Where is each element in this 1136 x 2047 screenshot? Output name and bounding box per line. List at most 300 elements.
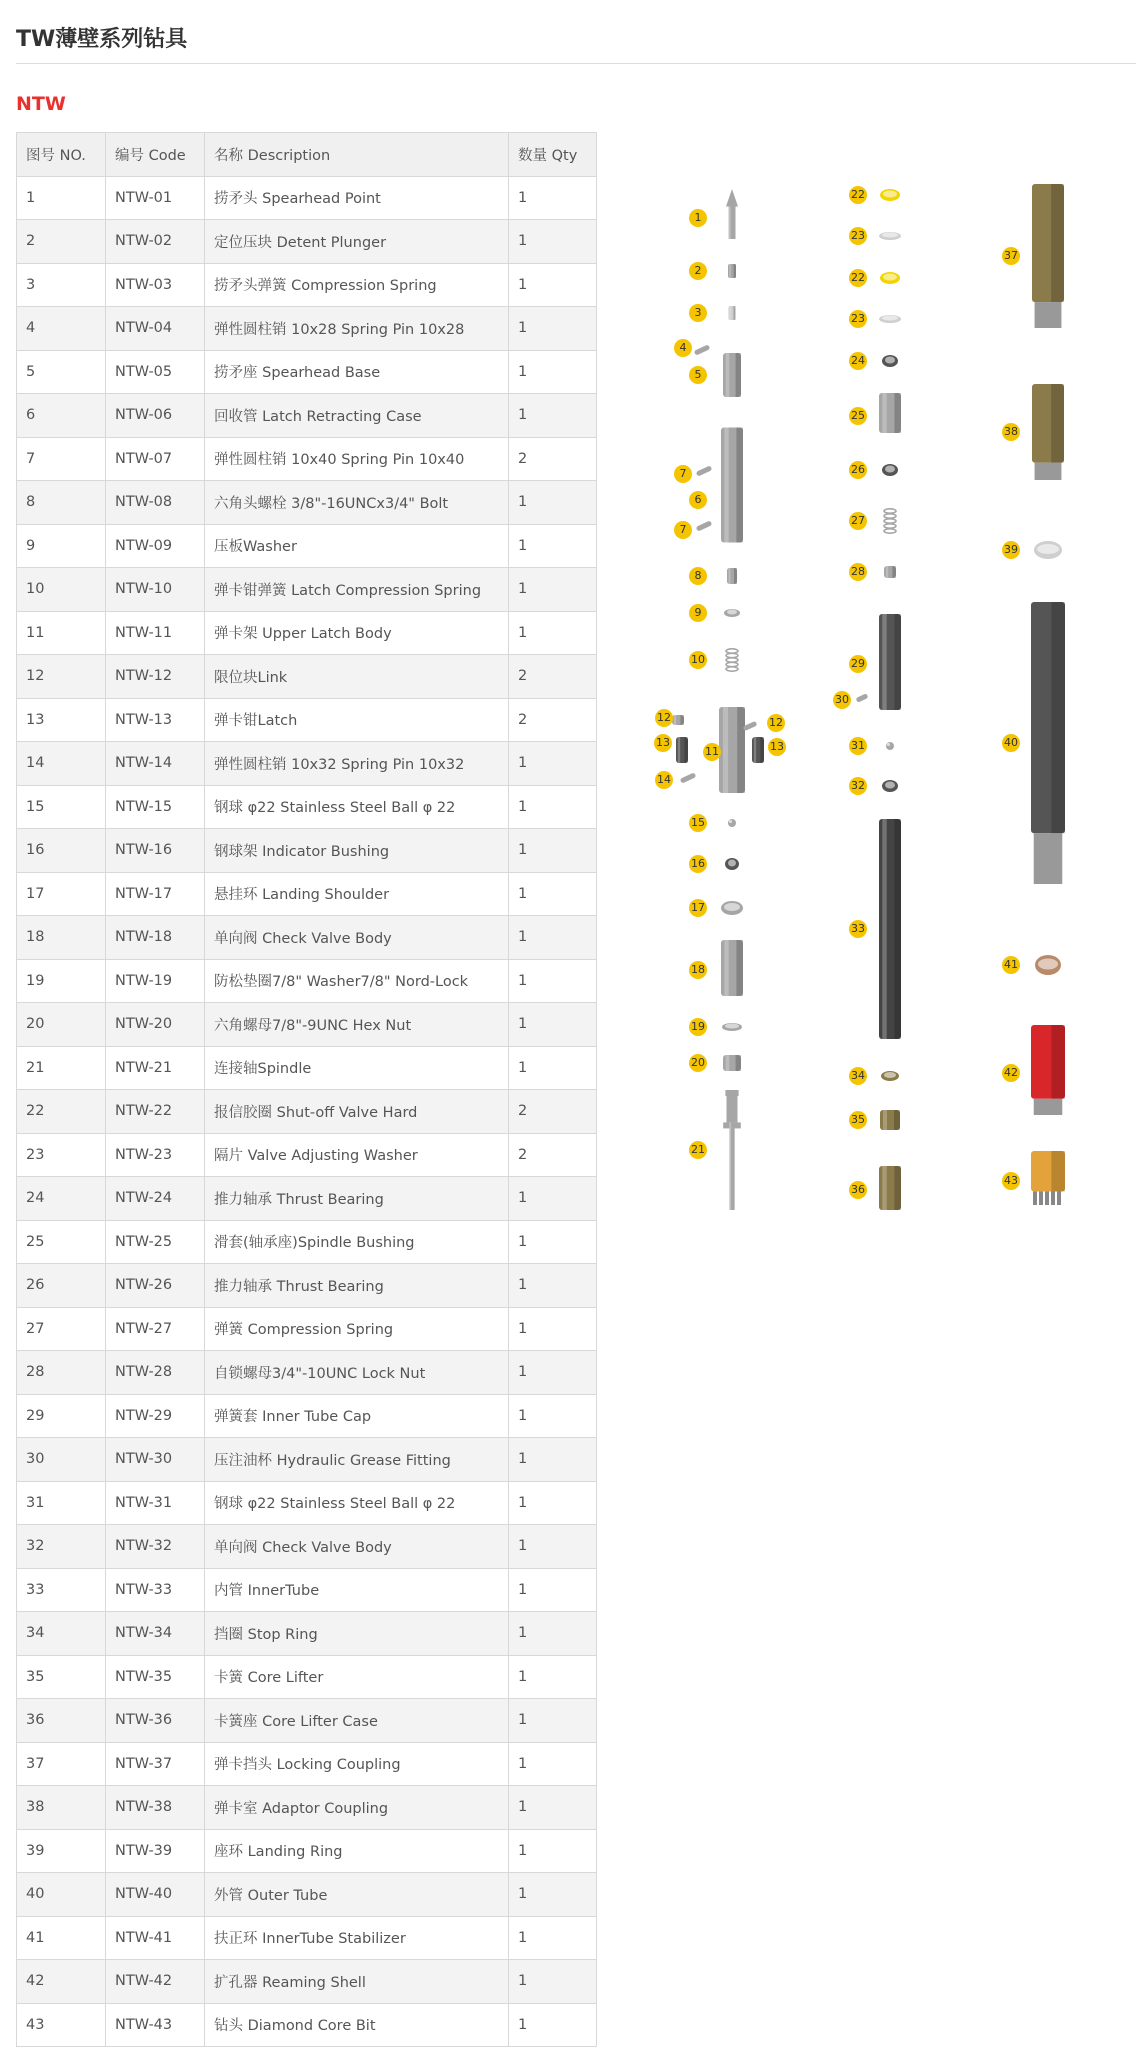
cell-no: 15 [17,785,106,829]
callout-17: 17 [689,899,707,917]
thrust-bearing-24 [881,354,899,368]
cell-code: NTW-16 [106,829,205,873]
cell-no: 40 [17,1873,106,1917]
cell-description: 定位压块 Detent Plunger [205,220,509,264]
cell-code: NTW-15 [106,785,205,829]
callout-15: 15 [689,814,707,832]
cell-description: 弹卡室 Adaptor Coupling [205,1786,509,1830]
cell-qty: 1 [509,872,597,916]
table-row [17,1568,597,1612]
cell-qty: 1 [509,394,597,438]
cell-qty: 1 [509,1699,597,1743]
cell-no: 12 [17,655,106,699]
callout-3: 3 [689,304,707,322]
cell-qty: 1 [509,959,597,1003]
compression-spring-small [729,306,736,320]
link-12b [743,721,757,731]
table-row [17,1351,597,1395]
cell-qty: 1 [509,785,597,829]
cell-code: NTW-08 [106,481,205,525]
table-row [17,350,597,394]
cell-description: 外管 Outer Tube [205,1873,509,1917]
cell-qty: 1 [509,1307,597,1351]
callout-7: 7 [674,521,692,539]
cell-code: NTW-38 [106,1786,205,1830]
callout-43: 43 [1002,1172,1020,1190]
latch-13a [676,737,688,763]
callout-41: 41 [1002,956,1020,974]
cell-no: 41 [17,1916,106,1960]
cell-description: 悬挂环 Landing Shoulder [205,872,509,916]
cell-code: NTW-10 [106,568,205,612]
callout-18: 18 [689,961,707,979]
cell-qty: 1 [509,1742,597,1786]
callout-16: 16 [689,855,707,873]
check-valve-body-32 [881,779,899,793]
callout-20: 20 [689,1054,707,1072]
cell-code: NTW-01 [106,176,205,220]
cell-no: 33 [17,1568,106,1612]
cell-no: 42 [17,1960,106,2004]
cell-no: 29 [17,1394,106,1438]
cell-qty: 2 [509,655,597,699]
cell-description: 捞矛座 Spearhead Base [205,350,509,394]
callout-32: 32 [849,777,867,795]
cell-description: 防松垫圈7/8" Washer7/8" Nord-Lock [205,959,509,1003]
cell-no: 38 [17,1786,106,1830]
cell-no: 7 [17,437,106,481]
table-header-row [17,133,597,177]
adjusting-washer-23b [878,314,902,324]
cell-description: 弹卡钳弹簧 Latch Compression Spring [205,568,509,612]
callout-14: 14 [655,771,673,789]
table-row [17,568,597,612]
table-row [17,394,597,438]
cell-no: 34 [17,1612,106,1656]
callout-10: 10 [689,651,707,669]
cell-code: NTW-30 [106,1438,205,1482]
cell-description: 弹性圆柱销 10x40 Spring Pin 10x40 [205,437,509,481]
cell-qty: 1 [509,1612,597,1656]
table-row [17,1090,597,1134]
table-row [17,1133,597,1177]
cell-no: 27 [17,1307,106,1351]
cell-description: 捞矛头 Spearhead Point [205,176,509,220]
callout-34: 34 [849,1067,867,1085]
cell-description: 内管 InnerTube [205,1568,509,1612]
cell-no: 18 [17,916,106,960]
cell-description: 压板Washer [205,524,509,568]
callout-5: 5 [689,366,707,384]
cell-no: 6 [17,394,106,438]
callout-37: 37 [1002,247,1020,265]
cell-description: 钢球 φ22 Stainless Steel Ball φ 22 [205,1481,509,1525]
table-row [17,1003,597,1047]
cell-no: 26 [17,1264,106,1308]
inner-tube-cap-29 [879,614,901,710]
callout-1: 1 [689,209,707,227]
inner-tube-33 [879,819,901,1039]
cell-qty: 1 [509,1786,597,1830]
cell-code: NTW-29 [106,1394,205,1438]
check-valve-body-18 [721,940,743,996]
cell-description: 隔片 Valve Adjusting Washer [205,1133,509,1177]
table-row [17,1655,597,1699]
cell-code: NTW-09 [106,524,205,568]
header-no: 图号 NO. [17,133,106,177]
cell-code: NTW-02 [106,220,205,264]
table-row [17,220,597,264]
table-row [17,916,597,960]
cell-no: 28 [17,1351,106,1395]
spring-pin-4 [694,345,710,355]
cell-description: 钢球 φ22 Stainless Steel Ball φ 22 [205,785,509,829]
cell-qty: 1 [509,220,597,264]
cell-no: 13 [17,698,106,742]
table-row [17,698,597,742]
cell-no: 20 [17,1003,106,1047]
table-row [17,2003,597,2047]
cell-no: 39 [17,1829,106,1873]
cell-no: 5 [17,350,106,394]
callout-12: 12 [655,709,673,727]
callout-4: 4 [674,339,692,357]
cell-qty: 1 [509,350,597,394]
callout-22: 22 [849,186,867,204]
cell-qty: 1 [509,742,597,786]
cell-no: 30 [17,1438,106,1482]
table-row [17,742,597,786]
cell-qty: 1 [509,1960,597,2004]
cell-code: NTW-28 [106,1351,205,1395]
shutoff-ring-22b [879,271,901,285]
cell-code: NTW-20 [106,1003,205,1047]
cell-description: 六角螺母7/8"-9UNC Hex Nut [205,1003,509,1047]
table-row [17,1612,597,1656]
callout-28: 28 [849,563,867,581]
cell-qty: 1 [509,829,597,873]
callout-40: 40 [1002,734,1020,752]
cell-code: NTW-35 [106,1655,205,1699]
callout-7: 7 [674,465,692,483]
callout-11: 11 [703,743,721,761]
cell-code: NTW-23 [106,1133,205,1177]
callout-6: 6 [689,491,707,509]
callout-30: 30 [833,691,851,709]
table-row [17,1307,597,1351]
cell-no: 9 [17,524,106,568]
cell-no: 21 [17,1046,106,1090]
cell-no: 16 [17,829,106,873]
callout-13: 13 [654,734,672,752]
compression-spring-27 [883,508,897,534]
link-12a [672,715,684,725]
cell-qty: 1 [509,1481,597,1525]
cell-description: 弹簧套 Inner Tube Cap [205,1394,509,1438]
cell-no: 8 [17,481,106,525]
spindle-bushing-25 [879,393,901,433]
cell-qty: 1 [509,1568,597,1612]
cell-no: 4 [17,307,106,351]
cell-code: NTW-17 [106,872,205,916]
cell-code: NTW-11 [106,611,205,655]
cell-code: NTW-36 [106,1699,205,1743]
callout-9: 9 [689,604,707,622]
cell-qty: 1 [509,2003,597,2047]
callout-39: 39 [1002,541,1020,559]
hex-nut-20 [723,1055,741,1071]
table-row [17,1264,597,1308]
cell-qty: 1 [509,1046,597,1090]
cell-no: 22 [17,1090,106,1134]
cell-description: 自锁螺母3/4"-10UNC Lock Nut [205,1351,509,1395]
washer-19 [721,1022,743,1032]
table-row [17,1525,597,1569]
cell-code: NTW-19 [106,959,205,1003]
cell-description: 挡圈 Stop Ring [205,1612,509,1656]
cell-no: 11 [17,611,106,655]
cell-description: 弹性圆柱销 10x32 Spring Pin 10x32 [205,742,509,786]
spearhead-base [723,353,741,397]
lock-nut-28 [884,566,896,578]
cell-description: 弹性圆柱销 10x28 Spring Pin 10x28 [205,307,509,351]
callout-27: 27 [849,512,867,530]
latch-retracting-case [721,428,743,543]
cell-qty: 1 [509,1829,597,1873]
spring-pin-7b [696,520,712,532]
outer-tube-40 [1031,602,1065,884]
table-row [17,829,597,873]
spearhead-point [725,189,739,239]
latch-spring-10 [725,648,739,672]
header-code: 编号 Code [106,133,205,177]
grease-fitting-30 [856,693,868,703]
cell-code: NTW-18 [106,916,205,960]
callout-26: 26 [849,461,867,479]
cell-code: NTW-21 [106,1046,205,1090]
cell-qty: 1 [509,1655,597,1699]
callout-31: 31 [849,737,867,755]
cell-qty: 1 [509,524,597,568]
cell-code: NTW-27 [106,1307,205,1351]
diamond-core-bit-43 [1031,1151,1065,1205]
cell-code: NTW-37 [106,1742,205,1786]
callout-12: 12 [767,714,785,732]
table-row [17,611,597,655]
landing-ring-39 [1033,540,1063,560]
cell-code: NTW-06 [106,394,205,438]
callout-24: 24 [849,352,867,370]
cell-no: 19 [17,959,106,1003]
upper-latch-body-11 [719,707,745,793]
cell-description: 回收管 Latch Retracting Case [205,394,509,438]
table-row [17,1220,597,1264]
cell-description: 推力轴承 Thrust Bearing [205,1264,509,1308]
cell-code: NTW-43 [106,2003,205,2047]
cell-description: 单向阀 Check Valve Body [205,1525,509,1569]
cell-qty: 1 [509,263,597,307]
cell-code: NTW-03 [106,263,205,307]
cell-description: 单向阀 Check Valve Body [205,916,509,960]
cell-qty: 1 [509,481,597,525]
cell-qty: 2 [509,1090,597,1134]
cell-qty: 1 [509,1003,597,1047]
callout-13: 13 [768,738,786,756]
header-description: 名称 Description [205,133,509,177]
cell-qty: 1 [509,1220,597,1264]
header-qty: 数量 Qty [509,133,597,177]
cell-description: 六角头螺栓 3/8"-16UNCx3/4" Bolt [205,481,509,525]
callout-29: 29 [849,655,867,673]
cell-code: NTW-13 [106,698,205,742]
cell-description: 卡簧 Core Lifter [205,1655,509,1699]
cell-code: NTW-42 [106,1960,205,2004]
cell-no: 36 [17,1699,106,1743]
parts-table [16,132,597,2047]
cell-qty: 2 [509,1133,597,1177]
stop-ring-34 [880,1070,900,1082]
cell-no: 32 [17,1525,106,1569]
callout-2: 2 [689,262,707,280]
page-title: TW薄壁系列钻具 [16,27,188,52]
cell-qty: 1 [509,1438,597,1482]
section-title: NTW [16,93,66,115]
table-row [17,1742,597,1786]
cell-description: 滑套(轴承座)Spindle Bushing [205,1220,509,1264]
cell-no: 17 [17,872,106,916]
cell-no: 23 [17,1133,106,1177]
table-row [17,785,597,829]
cell-description: 限位块Link [205,655,509,699]
cell-description: 捞矛头弹簧 Compression Spring [205,263,509,307]
cell-qty: 1 [509,1525,597,1569]
cell-description: 连接轴Spindle [205,1046,509,1090]
core-lifter-case-36 [879,1166,901,1210]
callout-8: 8 [689,567,707,585]
cell-code: NTW-34 [106,1612,205,1656]
indicator-ball-15 [727,818,737,828]
cell-no: 3 [17,263,106,307]
cell-description: 卡簧座 Core Lifter Case [205,1699,509,1743]
table-row [17,1873,597,1917]
cell-qty: 1 [509,1873,597,1917]
cell-no: 2 [17,220,106,264]
callout-38: 38 [1002,423,1020,441]
table-row [17,1829,597,1873]
core-lifter-35 [880,1110,900,1130]
cell-code: NTW-32 [106,1525,205,1569]
latch-13b [752,737,764,763]
cell-no: 35 [17,1655,106,1699]
cell-no: 43 [17,2003,106,2047]
cell-qty: 1 [509,611,597,655]
callout-23: 23 [849,227,867,245]
table-row [17,437,597,481]
cell-description: 推力轴承 Thrust Bearing [205,1177,509,1221]
cell-description: 弹卡钳Latch [205,698,509,742]
cell-code: NTW-26 [106,1264,205,1308]
spindle-21 [721,1090,743,1210]
cell-no: 14 [17,742,106,786]
table-row [17,1786,597,1830]
cell-code: NTW-04 [106,307,205,351]
callout-42: 42 [1002,1064,1020,1082]
cell-qty: 2 [509,437,597,481]
cell-code: NTW-25 [106,1220,205,1264]
callout-19: 19 [689,1018,707,1036]
cell-description: 扶正环 InnerTube Stabilizer [205,1916,509,1960]
table-row [17,481,597,525]
exploded-parts-diagram [620,170,1136,1230]
callout-21: 21 [689,1141,707,1159]
indicator-bushing-16 [724,857,740,871]
spring-pin-14 [680,773,696,783]
table-row [17,1046,597,1090]
reaming-shell-42 [1031,1025,1065,1115]
cell-qty: 1 [509,1264,597,1308]
title-divider [16,63,1136,64]
adjusting-washer-23a [878,231,902,241]
locking-coupling-37 [1032,184,1064,328]
washer-9 [723,608,741,618]
table-row [17,1960,597,2004]
cell-code: NTW-12 [106,655,205,699]
table-row [17,176,597,220]
cell-no: 25 [17,1220,106,1264]
steel-ball-31 [885,741,895,751]
table-row [17,959,597,1003]
cell-description: 钻头 Diamond Core Bit [205,2003,509,2047]
cell-description: 弹卡架 Upper Latch Body [205,611,509,655]
table-row [17,655,597,699]
table-row [17,263,597,307]
cell-qty: 1 [509,568,597,612]
cell-description: 弹卡挡头 Locking Coupling [205,1742,509,1786]
shutoff-ring-22a [879,188,901,202]
innertube-stabilizer-41 [1034,954,1062,976]
cell-code: NTW-24 [106,1177,205,1221]
cell-qty: 1 [509,307,597,351]
spring-pin-7a [696,465,712,477]
cell-no: 37 [17,1742,106,1786]
callout-25: 25 [849,407,867,425]
cell-qty: 1 [509,176,597,220]
adaptor-coupling-38 [1032,384,1064,480]
cell-code: NTW-22 [106,1090,205,1134]
callout-23: 23 [849,310,867,328]
bolt-8 [727,568,737,584]
cell-qty: 2 [509,698,597,742]
cell-code: NTW-40 [106,1873,205,1917]
table-row [17,1394,597,1438]
table-row [17,1699,597,1743]
cell-no: 1 [17,176,106,220]
cell-no: 31 [17,1481,106,1525]
table-row [17,1438,597,1482]
cell-description: 压注油杯 Hydraulic Grease Fitting [205,1438,509,1482]
detent-plunger [728,264,736,278]
cell-description: 钢球架 Indicator Bushing [205,829,509,873]
callout-36: 36 [849,1181,867,1199]
cell-code: NTW-41 [106,1916,205,1960]
table-row [17,872,597,916]
cell-qty: 1 [509,1351,597,1395]
callout-33: 33 [849,920,867,938]
cell-description: 弹簧 Compression Spring [205,1307,509,1351]
cell-code: NTW-05 [106,350,205,394]
callout-22: 22 [849,269,867,287]
cell-code: NTW-33 [106,1568,205,1612]
